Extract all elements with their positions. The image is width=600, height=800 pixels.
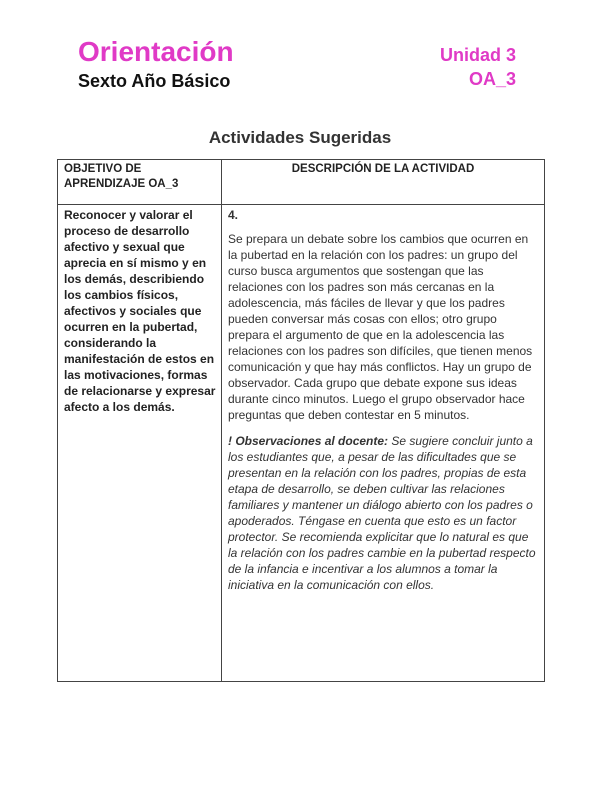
subject-title: Orientación (78, 36, 234, 67)
unit-label: Unidad 3 (439, 45, 516, 65)
observations-label: ! Observaciones al docente: (228, 434, 389, 448)
grade-title: Sexto Año Básico (78, 71, 231, 91)
observations-text: Se sugiere concluir junto a los estudiantes que, a pesar de las dificultades que se presentan en la relación con los padres, propias de esta etapa de desarrollo, se deben cultivar las relaciones familiares y mantener un diálogo abierto con los padres o apoderados. Téngase en cuenta que esto es un factor protector. Se recomienda explicitar que lo natural es que la relación con los padres cambie en la pubertad respecto de la infancia e incentivar a los alumnos a tomar la iniciativa en la comunicación con ellos. (228, 434, 536, 592)
activity-text: Se prepara un debate sobre los cambios que ocurren en la pubertad en la relación con los padres: un grupo del curso busca argumentos que sostengan que las relaciones con los padres son más cercanas en la adolescencia, más fáciles de llevar y que los padres pueden conversar más cosas con ellos; otro grupo prepara el argumento de que en la adolescencia las relaciones con los padres son difíciles, que tienen menos comunicación y que hay más conflictos. Hay un grupo de observador. Cada grupo que debate expone sus ideas durante cinco minutos. Luego el grupo observador hace preguntas que deben contestar en 5 minutos. (228, 232, 533, 422)
description-header: DESCRIPCIÓN DE LA ACTIVIDAD (222, 160, 545, 205)
activity-number: 4. (228, 208, 239, 222)
objective-cell (58, 205, 222, 682)
header-right (440, 44, 516, 90)
activity-table (57, 159, 545, 682)
table-header-row (58, 160, 545, 205)
objective-text: Reconocer y valorar el proceso de desarrollo afectivo y sexual que aprecia en sí mismo y en los demás, describiendo los cambios físicos, afectivos y sociales que ocurren en la pubertad, considerando la manifestación de estos en las motivaciones, formas de relacionarse y expresar afecto a los demás. (64, 208, 216, 414)
objective-header: OBJETIVO DE APRENDIZAJE OA_3 (58, 160, 222, 205)
teacher-observations (228, 433, 536, 593)
description-cell (222, 205, 545, 682)
section-title: Actividades Sugeridas (208, 128, 392, 147)
oa-code: OA_3 (468, 69, 516, 89)
table-row (58, 205, 545, 682)
header-left (78, 36, 234, 92)
